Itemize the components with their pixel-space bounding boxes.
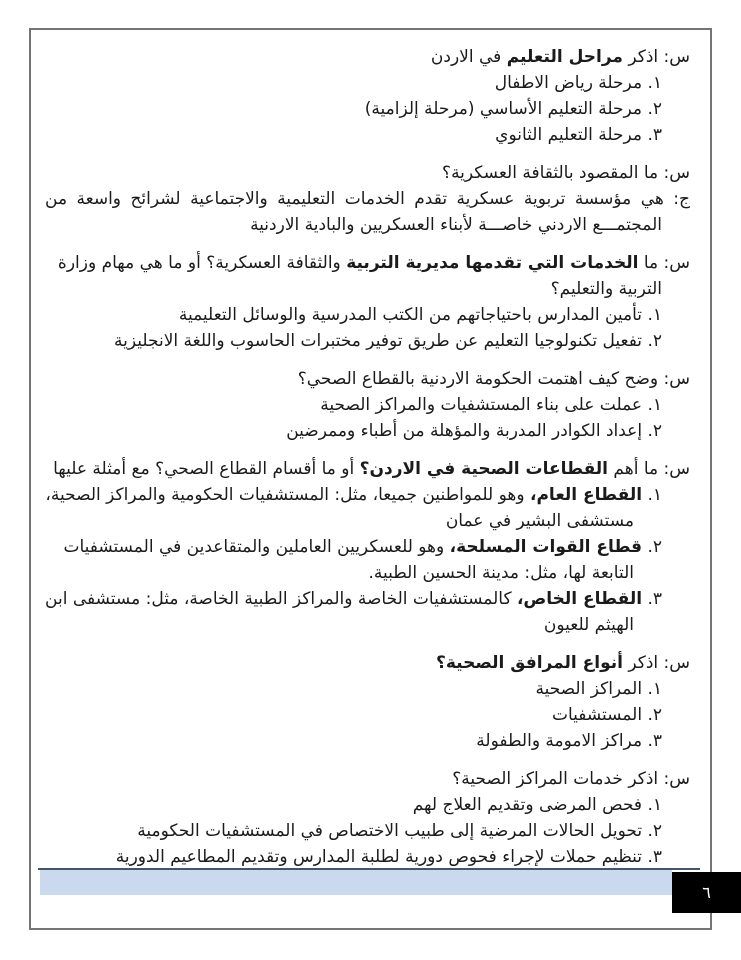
text-segment: في الاردن bbox=[430, 47, 507, 67]
text-segment: ٣. bbox=[642, 589, 662, 609]
text-segment: ٣. مرحلة التعليم الثانوي bbox=[495, 125, 662, 145]
text-segment: ٣. تنظيم حملات لإجراء فحوص دورية لطلبة المدارس وتقديم المطاعيم الدورية bbox=[115, 847, 662, 867]
list-item bbox=[45, 728, 690, 754]
question-line bbox=[45, 160, 690, 186]
qa-section bbox=[45, 366, 690, 444]
list-item bbox=[45, 70, 690, 96]
text-segment: مراحل التعليم bbox=[506, 47, 623, 67]
question-line bbox=[45, 250, 690, 302]
page-number: ٦ bbox=[702, 883, 711, 902]
text-segment: والثقافة العسكرية؟ أو ما هي مهام وزارة التربية والتعليم؟ bbox=[57, 253, 662, 299]
document-page bbox=[29, 28, 712, 930]
list-item bbox=[45, 122, 690, 148]
question-line bbox=[45, 366, 690, 392]
page-number-box bbox=[672, 872, 741, 913]
qa-section bbox=[45, 44, 690, 148]
text-segment: القطاع العام، bbox=[530, 485, 643, 505]
list-item bbox=[45, 702, 690, 728]
text-segment: ٢. تحويل الحالات المرضية إلى طبيب الاختصاص في المستشفيات الحكومية bbox=[137, 821, 662, 841]
list-item bbox=[45, 586, 690, 638]
qa-content bbox=[45, 44, 690, 882]
list-item bbox=[45, 818, 690, 844]
text-segment: س: وضح كيف اهتمت الحكومة الاردنية بالقطاع الصحي؟ bbox=[297, 369, 690, 389]
text-segment: ١. فحص المرضى وتقديم العلاج لهم bbox=[412, 795, 662, 815]
question-line bbox=[45, 650, 690, 676]
qa-section bbox=[45, 250, 690, 354]
text-segment: س: ما bbox=[638, 253, 690, 273]
text-segment: ٢. المستشفيات bbox=[551, 705, 662, 725]
qa-section bbox=[45, 160, 690, 238]
text-segment: س: اذكر خدمات المراكز الصحية؟ bbox=[452, 769, 690, 789]
text-segment: س: ما أهم bbox=[608, 459, 690, 479]
text-segment: أو ما أقسام القطاع الصحي؟ مع أمثلة عليها bbox=[53, 459, 360, 479]
list-item bbox=[45, 482, 690, 534]
text-segment: ١. مرحلة رياض الاطفال bbox=[494, 73, 662, 93]
list-item bbox=[45, 392, 690, 418]
footer-highlight-bar bbox=[40, 870, 672, 895]
text-segment: وهو للعسكريين العاملين والمتقاعدين في المستشفيات التابعة لها، مثل: مدينة الحسين الطبية. bbox=[63, 537, 634, 583]
text-segment: س: اذكر bbox=[622, 653, 690, 673]
question-line bbox=[45, 456, 690, 482]
text-segment: القطاعات الصحية في الاردن؟ bbox=[359, 459, 609, 479]
qa-section bbox=[45, 650, 690, 754]
text-segment: ٣. مراكز الامومة والطفولة bbox=[476, 731, 662, 751]
list-item bbox=[45, 96, 690, 122]
list-item bbox=[45, 844, 690, 870]
text-segment: وهو للمواطنين جميعا، مثل: المستشفيات الحكومية والمراكز الصحية، مستشفى البشير في عمان bbox=[45, 485, 634, 531]
list-item bbox=[45, 792, 690, 818]
list-item bbox=[45, 676, 690, 702]
text-segment: ١. المراكز الصحية bbox=[535, 679, 662, 699]
text-segment: الخدمات التي تقدمها مديرية التربية bbox=[346, 253, 639, 273]
list-item bbox=[45, 302, 690, 328]
text-segment: ١. عملت على بناء المستشفيات والمراكز الصحية bbox=[320, 395, 662, 415]
text-segment: س: ما المقصود بالثقافة العسكرية؟ bbox=[442, 163, 690, 183]
question-line bbox=[45, 766, 690, 792]
list-item bbox=[45, 534, 690, 586]
text-segment: ١. bbox=[642, 485, 662, 505]
text-segment: ٢. إعداد الكوادر المدربة والمؤهلة من أطباء وممرضين bbox=[286, 421, 662, 441]
text-segment: ٢. مرحلة التعليم الأساسي (مرحلة إلزامية) bbox=[364, 99, 662, 119]
question-line bbox=[45, 44, 690, 70]
text-segment: القطاع الخاص، bbox=[516, 589, 643, 609]
text-segment: ٢. bbox=[642, 537, 662, 557]
text-segment: أنواع المرافق الصحية؟ bbox=[436, 653, 623, 673]
text-segment: كالمستشفيات الخاصة والمراكز الطبية الخاصة، مثل: مستشفى ابن الهيثم للعيون bbox=[45, 589, 634, 635]
list-item bbox=[45, 328, 690, 354]
qa-section bbox=[45, 766, 690, 870]
answer-line bbox=[45, 186, 690, 238]
text-segment: ١. تأمين المدارس باحتياجاتهم من الكتب المدرسية والوسائل التعليمية bbox=[178, 305, 662, 325]
text-segment: ج: هي مؤسسة تربوية عسكرية تقدم الخدمات التعليمية والاجتماعية لشرائح واسعة من المجتمـــع الاردني خاصـــة لأبناء العسكريين والبادية الاردنية bbox=[45, 189, 690, 235]
list-item bbox=[45, 418, 690, 444]
qa-section bbox=[45, 456, 690, 638]
text-segment: قطاع القوات المسلحة، bbox=[449, 537, 643, 557]
text-segment: ٢. تفعيل تكنولوجيا التعليم عن طريق توفير مختبرات الحاسوب واللغة الانجليزية bbox=[114, 331, 662, 351]
text-segment: س: اذكر bbox=[622, 47, 690, 67]
